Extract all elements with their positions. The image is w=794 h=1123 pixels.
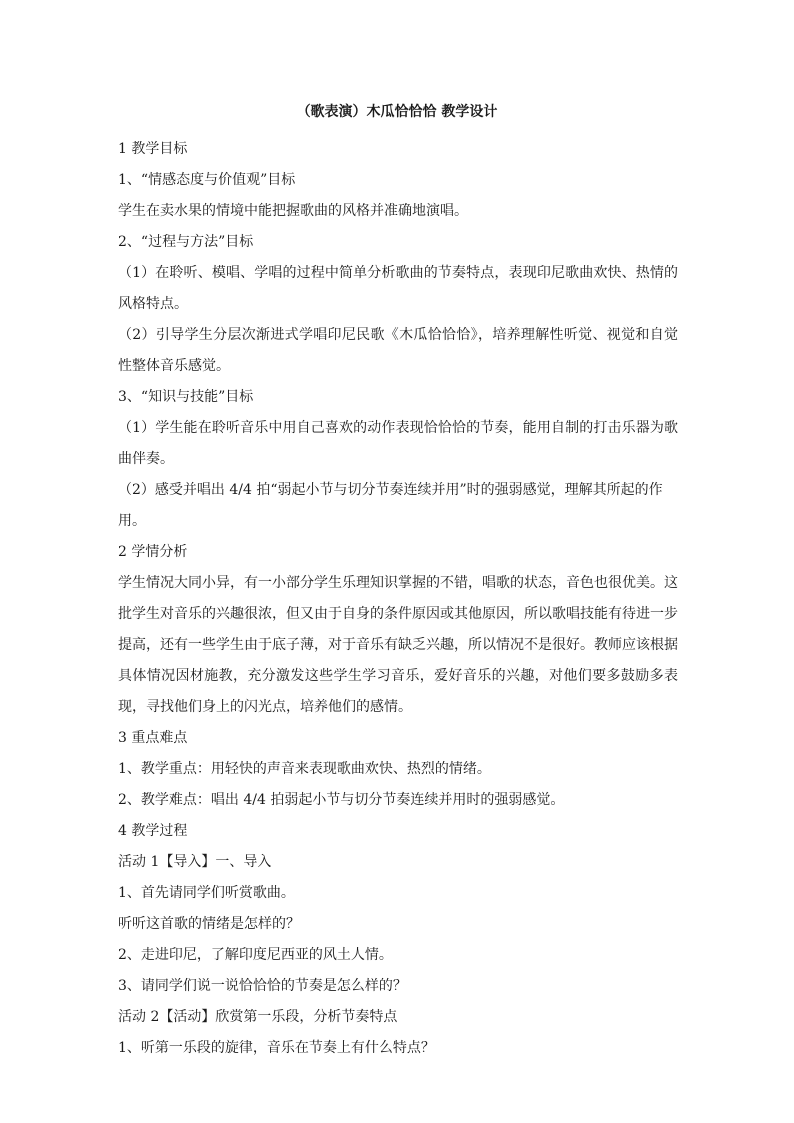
section-heading-key-points: 3 重点难点 <box>118 730 188 746</box>
paragraph: 1、首先请同学们听赏歌曲。 <box>118 885 295 901</box>
paragraph: 2、走进印尼，了解印度尼西亚的风土人情。 <box>118 947 393 963</box>
paragraph: 学生在卖水果的情境中能把握歌曲的风格并准确地演唱。 <box>118 203 468 219</box>
activity-heading: 活动 2【活动】欣赏第一乐段，分析节奏特点 <box>118 1009 398 1025</box>
paragraph: 听听这首歌的情绪是怎样的？ <box>118 916 300 932</box>
document-body <box>118 134 678 1064</box>
paragraph: （1）学生能在聆听音乐中用自己喜欢的动作表现恰恰恰的节奏，能用自制的打击乐器为歌曲伴奏。 <box>118 420 678 467</box>
section-heading-objectives: 1 教学目标 <box>118 141 188 157</box>
subheading-knowledge-goal: 3、“知识与技能”目标 <box>118 389 254 405</box>
section-heading-analysis: 2 学情分析 <box>118 544 188 560</box>
paragraph: （2）引导学生分层次渐进式学唱印尼民歌《木瓜恰恰恰》，培养理解性听觉、视觉和自觉性整体音乐感觉。 <box>118 327 678 374</box>
section-heading-process: 4 教学过程 <box>118 823 188 839</box>
paragraph: 3、请同学们说一说恰恰恰的节奏是怎么样的？ <box>118 978 407 994</box>
document-title: （歌表演）木瓜恰恰恰 教学设计 <box>296 104 498 120</box>
paragraph: 学生情况大同小异，有一小部分学生乐理知识掌握的不错，唱歌的状态，音色也很优美。这批学生对音乐的兴趣很浓，但又由于自身的条件原因或其他原因，所以歌唱技能有待进一步提高，还有一些学生由于底子薄，对于音乐有缺乏兴趣，所以情况不是很好。教师应该根据具体情况因材施教，充分激发这些学生学习音乐，爱好音乐的兴趣，对他们要多鼓励多表现，寻找他们身上的闪光点，培养他们的感情。 <box>118 575 678 715</box>
paragraph: 1、听第一乐段的旋律，音乐在节奏上有什么特点？ <box>118 1040 435 1056</box>
paragraph: 1、教学重点：用轻快的声音来表现歌曲欢快、热烈的情绪。 <box>118 761 491 777</box>
subheading-emotion-goal: 1、“情感态度与价值观”目标 <box>118 172 296 188</box>
paragraph: （1）在聆听、模唱、学唱的过程中简单分析歌曲的节奏特点，表现印尼歌曲欢快、热情的风格特点。 <box>118 265 678 312</box>
activity-heading: 活动 1【导入】一、导入 <box>118 854 272 870</box>
paragraph: 2、教学难点：唱出 4/4 拍弱起小节与切分节奏连续并用时的强弱感觉。 <box>118 792 565 808</box>
subheading-process-goal: 2、“过程与方法”目标 <box>118 234 254 250</box>
paragraph: （2）感受并唱出 4/4 拍“弱起小节与切分节奏连续并用”时的强弱感觉，理解其所起的作用。 <box>118 482 663 529</box>
